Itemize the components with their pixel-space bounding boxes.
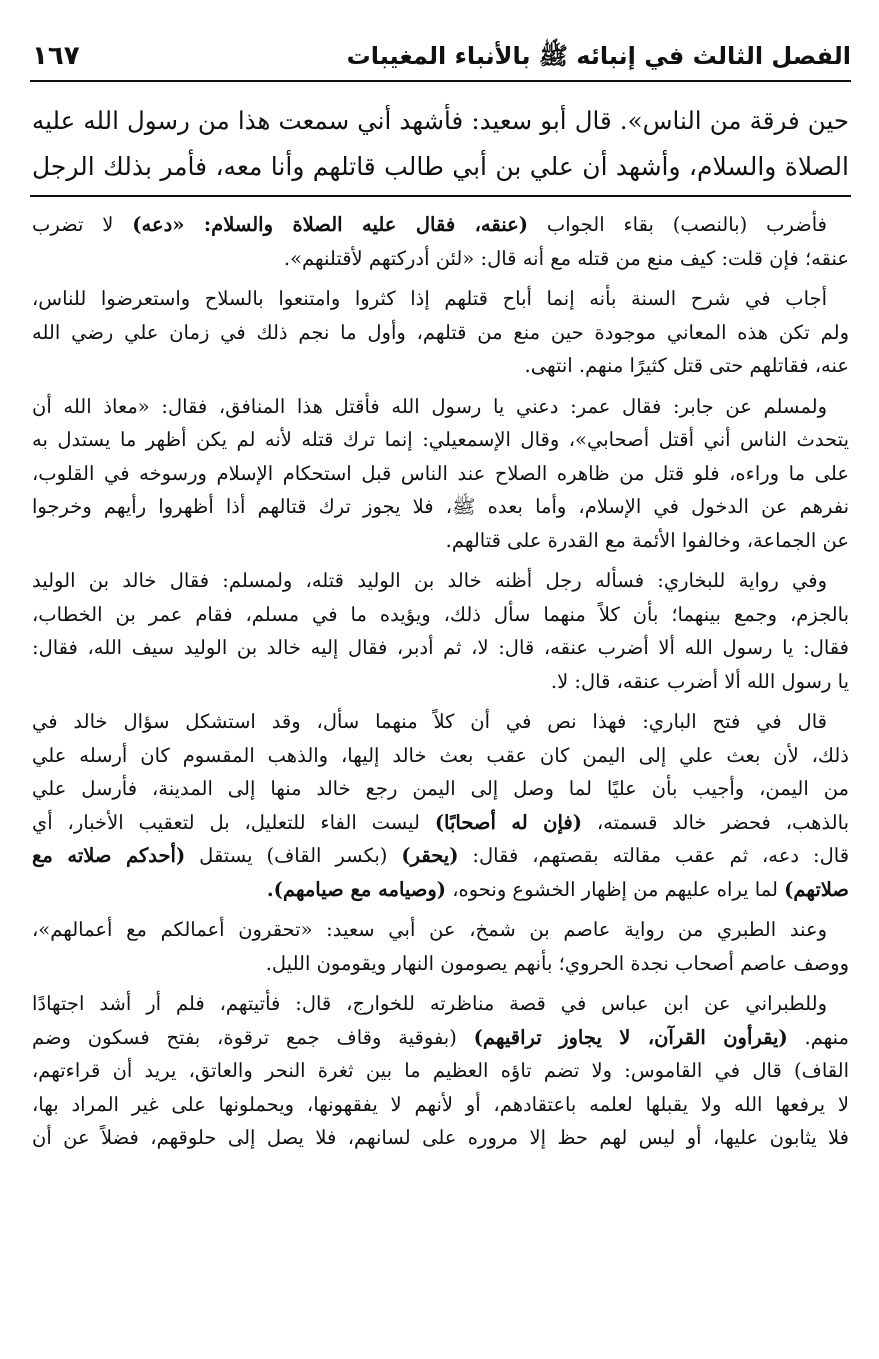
commentary-line: وللطبراني عن ابن عباس في قصة مناظرته للخوارج، قال: فأتيتهم، فلم أر أشد اجتهادًا [32,992,827,1015]
header-divider [30,80,851,82]
quoted-text: (فإن له أصحابًا) [434,810,582,834]
commentary-paragraph [32,564,849,698]
commentary-paragraph [32,208,849,275]
commentary-line: ولمسلم عن جابر: فقال عمر: دعني يا رسول الله فأقتل هذا المنافق، فقال: «معاذ الله أن [32,394,827,418]
commentary-line: ذلك، لأن بعث علي إلى اليمن كان عقب بعث خالد إليها، والذهب المقسوم كان أرسله علي [32,743,849,767]
commentary-paragraph [32,705,849,906]
commentary-paragraph [32,282,849,383]
quoted-text: (عنقه، فقال عليه الصلاة والسلام: «دعه) [132,213,528,236]
text-run: بالذهب، فحضر خالد قسمته، [596,810,849,834]
commentary-block [32,208,849,1162]
commentary-line: ووصف عاصم أصحاب نجدة الحروي؛ بأنهم يصومون النهار ويقومون الليل. [265,951,849,975]
text-run: لا تضرب [32,213,114,236]
commentary-line: على ما وراءه، فلو قتل من ظاهره الصلاح عند الناس قبل استحكام الإسلام ورسوخه في القلوب، [32,461,849,485]
quoted-text: صلاتهم) [784,877,849,901]
commentary-line [32,873,849,907]
commentary-line: لا يرفعها الله ولا يقبلها لعلمه باعتقادهم، أو لأنهم لا يفقهونها، ويحملونها على غير المراد بها، [32,1092,849,1116]
commentary-line: يا رسول الله ألا أضرب عنقه، قال: لا. [550,669,849,693]
page-number: ١٦٧ [32,41,80,71]
commentary-paragraph [32,390,849,558]
commentary-line: عن الجماعة، وخالفوا الأئمة مع القدرة على قتالهم. [445,528,849,552]
commentary-line [32,208,849,242]
text-run: (بكسر القاف) يستقل [199,844,388,867]
main-text-line: حين فرقة من الناس». قال أبو سعيد: فأشهد أني سمعت هذا من رسول الله عليه [32,106,849,135]
chapter-title: الفصل الثالث في إنبائه ﷺ بالأنباء المغيبات [346,42,851,70]
main-text-block [32,98,849,190]
quoted-text: (يحقر) [401,844,459,867]
main-text-divider [30,195,851,197]
commentary-line: عنه، فقاتلهم حتى قتل كثيرًا منهم. انتهى. [524,354,849,377]
commentary-line: القاف) قال في القاموس: ولا تضم تاؤه العظيم ما بين ثغرة النحر والعاتق، يريد أن قراءتهم، [32,1059,849,1082]
commentary-line: قال في فتح الباري: فهذا نص في أن كلاً منهما سأل، وقد استشكل سؤال خالد في [32,710,827,733]
commentary-line: يتحدث الناس أني أقتل أصحابي»، وقال الإسمعيلي: إنما ترك قتله لأنه لم يكن أظهر ما يستدل به [32,428,849,451]
text-run: ليست الفاء للتعليل، بل لتعقيب الأخبار، أي [32,810,420,834]
main-text-line: الصلاة والسلام، وأشهد أن علي بن أبي طالب قاتلهم وأنا معه، فأمر بذلك الرجل [32,152,849,181]
commentary-line: بالجزم، وجمع بينهما؛ بأن كلاً منهما سأل ذلك، ويؤيده ما في مسلم، فقام عمر بن الخطاب، [32,602,849,626]
text-run: قال: دعه، ثم عقب مقالته بقصتهم، فقال: [472,844,849,867]
running-header [32,30,851,76]
commentary-line: ولم تكن هذه المعاني موجودة حين منع من قتلهم، وأول ما نجم ذلك في زمان علي رضي الله [32,320,849,344]
commentary-paragraph [32,913,849,980]
quoted-text: (وصيامه مع صيامهم). [266,877,447,901]
commentary-line: فلا يثابون عليها، أو ليس لهم حظ إلا مروره على لسانهم، فلا يصل إلى حلوقهم، فضلاً عن أن [32,1126,849,1149]
commentary-line: من اليمن، وأجيب بأن عليًا لما وصل إلى اليمن رجع خالد منها إلى المدينة، فأرسل علي [32,777,849,800]
commentary-line: نفرهم عن الدخول في الإسلام، وأما بعده ﷺ، فلا يجوز ترك قتالهم أذا أظهروا رأيهم وخرجوا [32,495,849,518]
quoted-text: (يقرأون القرآن، لا يجاوز تراقيهم) [473,1025,788,1049]
commentary-line: وفي رواية للبخاري: فسأله رجل أظنه خالد بن الوليد قتله، ولمسلم: فقال خالد بن الوليد [32,569,827,592]
quoted-text: (أحدكم صلاته مع [32,844,186,867]
commentary-line: عنقه؛ فإن قلت: كيف منع من قتله مع أنه قال: «لئن أدركتهم لأقتلنهم». [283,246,849,270]
commentary-line [32,839,849,873]
text-run: منهم. [804,1025,849,1049]
commentary-line: وعند الطبري من رواية عاصم بن شمخ، عن أبي سعيد: «تحقرون أعمالكم مع أعمالهم»، [32,918,827,941]
text-run: فأضرب (بالنصب) بقاء الجواب [546,213,828,236]
commentary-paragraph [32,987,849,1155]
text-run: (بفوقية وقاف جمع ترقوة، بفتح فسكون وضم [32,1025,457,1049]
text-run: لما يراه عليهم من إظهار الخشوع ونحوه، [452,877,778,901]
commentary-line: أجاب في شرح السنة بأنه إنما أباح قتلهم إذا كثروا وامتنعوا بالسلاح واستعرضوا للناس، [32,287,827,310]
commentary-line [32,806,849,840]
commentary-line: فقال: يا رسول الله ألا أضرب عنقه، قال: لا، ثم أدبر، فقال إليه خالد بن الوليد سيف الله، فقال: [32,636,849,659]
commentary-line [32,1021,849,1055]
